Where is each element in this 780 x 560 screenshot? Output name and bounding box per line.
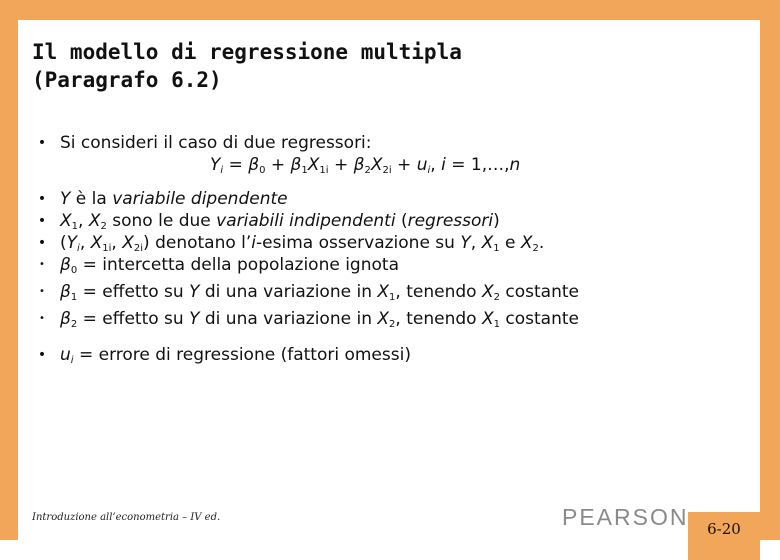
slide [18, 20, 760, 540]
bullet-icon: • [37, 235, 47, 251]
bullet-text: $u_i$ = errore di regressione (fattori omessi) [60, 345, 411, 366]
bullet-text: $\beta_2$ = effetto su Y di una variazione in $X_2$, tenendo $X_1$ costante [60, 309, 579, 330]
right-border [760, 0, 780, 540]
bullet-text: $X_1$, $X_2$ sono le due variabili indipendenti (regressori) [60, 211, 500, 232]
bullet-icon: • [37, 191, 47, 207]
bullet-icon: • [37, 213, 47, 229]
left-border [0, 0, 18, 540]
bullet-icon: • [39, 259, 45, 270]
title-line-1: Il modello di regressione multipla [32, 40, 462, 64]
bullet-icon: • [37, 347, 47, 363]
page-number: 6-20 [707, 520, 741, 538]
intro-text: Si consideri il caso di due regressori: [60, 133, 372, 153]
top-border [0, 0, 780, 20]
slide-title [32, 38, 462, 94]
bullet-text: ($Y_i$, $X_{1i}$, $X_{2i}$) denotano l’i-esima osservazione su Y, $X_1$ e $X_2$. [60, 233, 545, 254]
bullet-text: Y è la variabile dipendente [60, 189, 288, 209]
bullet-icon: • [37, 135, 47, 151]
equation-text: $Y_i = \beta_0 + \beta_1X_{1i} + \beta_2X_{2i} + u_i$, i = 1,…,n [210, 155, 521, 176]
bullet-icon: • [39, 286, 45, 297]
bullet-text: $\beta_1$ = effetto su Y di una variazione in $X_1$, tenendo $X_2$ costante [60, 282, 579, 303]
footer-book-title: Introduzione all’econometria – IV ed. [32, 512, 221, 523]
bullet-icon: • [39, 313, 45, 324]
page-number-box [688, 512, 760, 560]
pearson-logo: PEARSON [562, 504, 689, 530]
bullet-text: $\beta_0$ = intercetta della popolazione ignota [60, 255, 399, 276]
title-line-2: (Paragrafo 6.2) [32, 68, 222, 92]
